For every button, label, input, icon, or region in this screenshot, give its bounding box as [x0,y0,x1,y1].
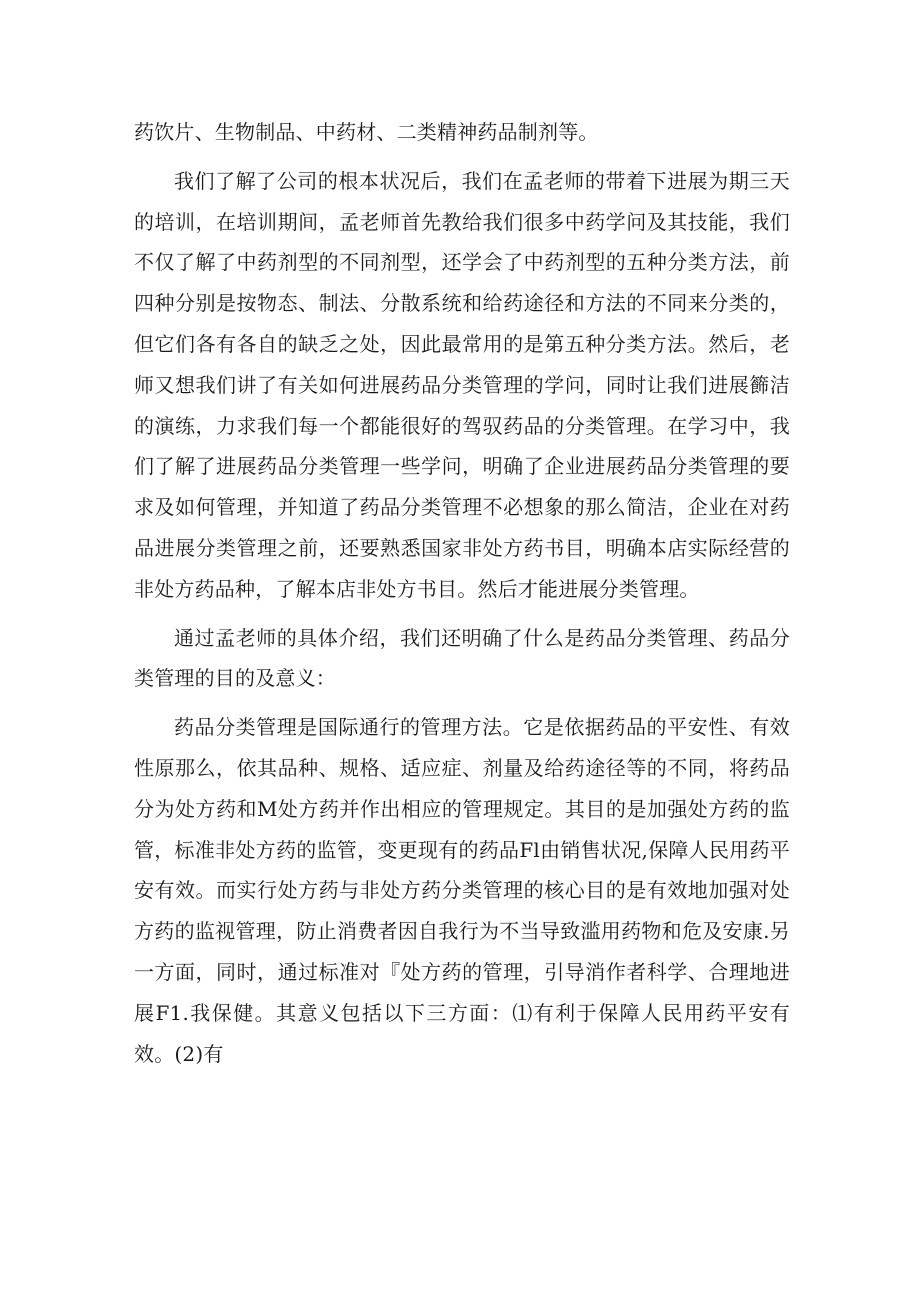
paragraph-2: 我们了解了公司的根本状况后，我们在孟老师的带着下进展为期三天的培训，在培训期间，孟老师首先教给我们很多中药学问及其技能，我们不仅了解了中药剂型的不同剂型，还学会了中药剂型的五种分类方法，前四种分别是按物态、制法、分散系统和给药途径和方法的不同来分类的，但它们各有各自的缺乏之处，因此最常用的是第五种分类方法。然后，老师又想我们讲了有关如何进展药品分类管理的学问，同时让我们进展籂洁的演练，力求我们每一个都能很好的驾驭药品的分类管理。在学习中，我们了解了进展药品分类管理一些学问，明确了企业进展药品分类管理的要求及如何管理，并知道了药品分类管理不必想象的那么简洁，企业在对药品进展分类管理之前，还要熟悉国家非处方药书目，明确本店实际经营的非处方药品种，了解本店非处方书目。然后才能进展分类管理。 [134,168,790,601]
document-body [134,112,790,1074]
paragraph-4: 药品分类管理是国际通行的管理方法。它是依据药品的平安性、有效性原那么，依其品种、规格、适应症、剂量及给药途径等的不同，将药品分为处方药和M处方药并作出相应的管理规定。其目的是加强处方药的监管，标准非处方药的监管，变更现有的药品Fl由销售状况,保障人民用药平安有效。而实行处方药与非处方药分类管理的核心目的是有效地加强对处方药的监视管理，防止消费者因自我行为不当导致滥用药物和危及安康.另一方面，同时，通过标准对『处方药的管理，引导消作者科学、合理地进展F1.我保健。其意义包括以下三方面：⑴有利于保障人民用药平安有效。(2)有 [134,715,790,1066]
paragraph-3: 通过孟老师的具体介绍，我们还明确了什么是药品分类管理、药品分类管理的目的及意义： [134,625,790,691]
paragraph-1: 药饮片、生物制品、中药材、二类精神药品制剂等。 [134,120,599,144]
